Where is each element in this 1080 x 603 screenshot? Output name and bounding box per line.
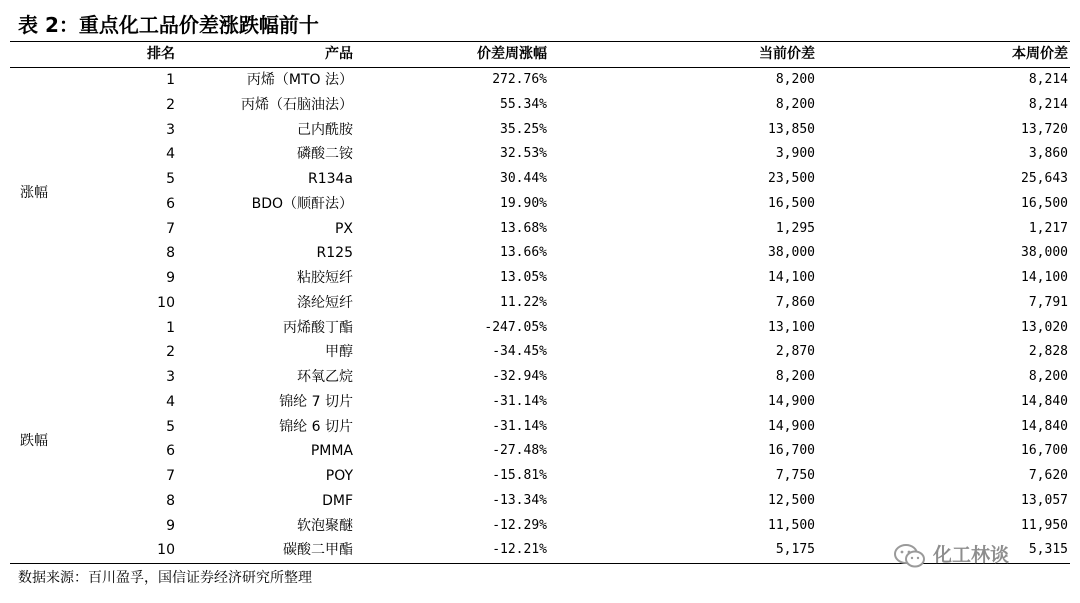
cell-weekly: 14,840	[1021, 393, 1068, 409]
table-row	[10, 68, 1070, 93]
cell-current: 1,295	[775, 220, 815, 236]
header-change: 价差周涨幅	[477, 46, 547, 62]
cell-change: -15.81%	[492, 468, 547, 483]
cell-change: 35.25%	[500, 121, 547, 137]
cell-current: 5,175	[775, 542, 815, 558]
watermark	[893, 540, 1009, 570]
cell-change: -247.05%	[484, 319, 547, 335]
cell-product: 碳酸二甲酯	[283, 542, 353, 559]
table-row	[10, 118, 1070, 143]
cell-rank: 7	[166, 220, 175, 237]
cell-change: -31.14%	[492, 418, 547, 434]
table-row	[10, 142, 1070, 167]
cell-rank: 7	[166, 468, 175, 484]
cell-change: 19.90%	[500, 195, 547, 211]
cell-rank: 1	[166, 72, 175, 88]
cell-weekly: 8,200	[1028, 369, 1068, 384]
cell-rank: 9	[166, 517, 175, 534]
cell-change: 13.68%	[500, 220, 547, 236]
cell-change: -13.34%	[492, 492, 547, 508]
cell-product: PX	[334, 220, 353, 237]
cell-change: 13.05%	[500, 270, 547, 285]
table-header	[10, 42, 1070, 67]
cell-rank: 2	[166, 96, 175, 113]
cell-rank: 10	[157, 542, 175, 559]
cell-weekly: 1,217	[1028, 220, 1068, 236]
cell-weekly: 11,950	[1021, 517, 1068, 533]
cell-product: 环氧乙烷	[297, 369, 353, 385]
cell-weekly: 25,643	[1021, 171, 1068, 186]
group-label-up: 涨幅	[20, 185, 48, 201]
source-note: 数据来源：百川盈孚，国信证券经济研究所整理	[18, 570, 312, 586]
cell-change: 272.76%	[492, 72, 547, 87]
table-row	[10, 514, 1070, 539]
cell-weekly: 16,500	[1021, 195, 1068, 211]
cell-current: 8,200	[775, 72, 815, 87]
header-weekly: 本周价差	[1012, 46, 1068, 62]
table-row	[10, 489, 1070, 514]
cell-product: 己内酰胺	[297, 121, 353, 138]
cell-weekly: 7,791	[1028, 294, 1068, 310]
cell-rank: 6	[166, 443, 175, 460]
cell-current: 2,870	[775, 344, 815, 360]
table-row	[10, 464, 1070, 489]
table-row	[10, 390, 1070, 415]
cell-rank: 8	[166, 245, 175, 262]
cell-current: 14,900	[768, 418, 815, 434]
cell-change: 32.53%	[500, 146, 547, 162]
cell-weekly: 3,860	[1028, 146, 1068, 162]
cell-product: 涤纶短纤	[297, 294, 353, 311]
table-body	[10, 68, 1070, 563]
cell-weekly: 5,315	[1028, 542, 1068, 558]
cell-current: 16,700	[768, 443, 815, 459]
table-row	[10, 167, 1070, 192]
wechat-icon	[893, 543, 927, 569]
cell-product: 丙烯（MTO 法）	[246, 72, 353, 88]
cell-change: 30.44%	[500, 171, 547, 186]
header-current: 当前价差	[759, 46, 815, 62]
cell-weekly: 7,620	[1028, 468, 1068, 483]
cell-product: PMMA	[310, 443, 353, 460]
cell-rank: 5	[166, 171, 175, 187]
cell-weekly: 2,828	[1028, 344, 1068, 360]
cell-product: 锦纶 7 切片	[279, 393, 353, 410]
cell-change: 55.34%	[500, 96, 547, 112]
cell-current: 12,500	[768, 492, 815, 508]
cell-current: 23,500	[768, 171, 815, 186]
table-row	[10, 340, 1070, 365]
table-row	[10, 291, 1070, 316]
cell-current: 3,900	[775, 146, 815, 162]
header-product: 产品	[325, 46, 353, 62]
cell-weekly: 8,214	[1028, 72, 1068, 87]
cell-product: 软泡聚醚	[297, 517, 353, 534]
cell-rank: 4	[166, 393, 175, 410]
cell-rank: 3	[166, 369, 175, 385]
cell-current: 7,750	[775, 468, 815, 483]
cell-current: 38,000	[768, 245, 815, 261]
table-row	[10, 316, 1070, 341]
cell-rank: 5	[166, 418, 175, 435]
table-row	[10, 266, 1070, 291]
cell-rank: 3	[166, 121, 175, 138]
cell-current: 13,850	[768, 121, 815, 137]
table-title: 表 2：重点化工品价差涨跌幅前十	[18, 13, 319, 37]
cell-change: -27.48%	[492, 443, 547, 459]
cell-rank: 10	[157, 294, 175, 311]
cell-weekly: 13,057	[1021, 492, 1068, 508]
watermark-text: 化工林谈	[933, 544, 1010, 566]
cell-product: POY	[325, 468, 353, 484]
table-row	[10, 415, 1070, 440]
cell-weekly: 16,700	[1021, 443, 1068, 459]
cell-change: -12.21%	[492, 542, 547, 558]
cell-current: 16,500	[768, 195, 815, 211]
cell-product: R125	[316, 245, 353, 262]
cell-weekly: 38,000	[1021, 245, 1068, 261]
cell-product: 粘胶短纤	[297, 270, 353, 286]
table-row	[10, 192, 1070, 217]
cell-change: -34.45%	[492, 344, 547, 360]
cell-product: DMF	[322, 492, 353, 509]
cell-current: 8,200	[775, 369, 815, 384]
cell-current: 7,860	[775, 294, 815, 310]
cell-product: 丙烯酸丁酯	[283, 319, 353, 336]
cell-product: R134a	[307, 171, 353, 187]
table-row	[10, 93, 1070, 118]
cell-rank: 4	[166, 146, 175, 163]
cell-change: -32.94%	[492, 369, 547, 384]
cell-weekly: 13,020	[1021, 319, 1068, 335]
cell-weekly: 14,100	[1021, 270, 1068, 285]
cell-product: 甲醇	[325, 344, 353, 361]
table-row	[10, 439, 1070, 464]
cell-product: BDO（顺酐法）	[251, 195, 353, 212]
cell-rank: 6	[166, 195, 175, 212]
cell-current: 14,900	[768, 393, 815, 409]
cell-current: 13,100	[768, 319, 815, 335]
cell-rank: 8	[166, 492, 175, 509]
table-row	[10, 241, 1070, 266]
cell-weekly: 14,840	[1021, 418, 1068, 434]
cell-weekly: 8,214	[1028, 96, 1068, 112]
cell-change: -31.14%	[492, 393, 547, 409]
cell-current: 14,100	[768, 270, 815, 285]
cell-rank: 9	[166, 270, 175, 286]
table-row	[10, 217, 1070, 242]
group-label-down: 跌幅	[20, 433, 48, 449]
header-rank: 排名	[147, 46, 175, 62]
cell-change: 13.66%	[500, 245, 547, 261]
cell-weekly: 13,720	[1021, 121, 1068, 137]
cell-product: 丙烯（石脑油法）	[241, 96, 353, 113]
cell-current: 8,200	[775, 96, 815, 112]
table-row	[10, 365, 1070, 390]
cell-change: 11.22%	[500, 294, 547, 310]
cell-rank: 1	[166, 319, 175, 336]
cell-current: 11,500	[768, 517, 815, 533]
cell-rank: 2	[166, 344, 175, 361]
cell-change: -12.29%	[492, 517, 547, 533]
cell-product: 磷酸二铵	[297, 146, 353, 163]
cell-product: 锦纶 6 切片	[279, 418, 353, 435]
